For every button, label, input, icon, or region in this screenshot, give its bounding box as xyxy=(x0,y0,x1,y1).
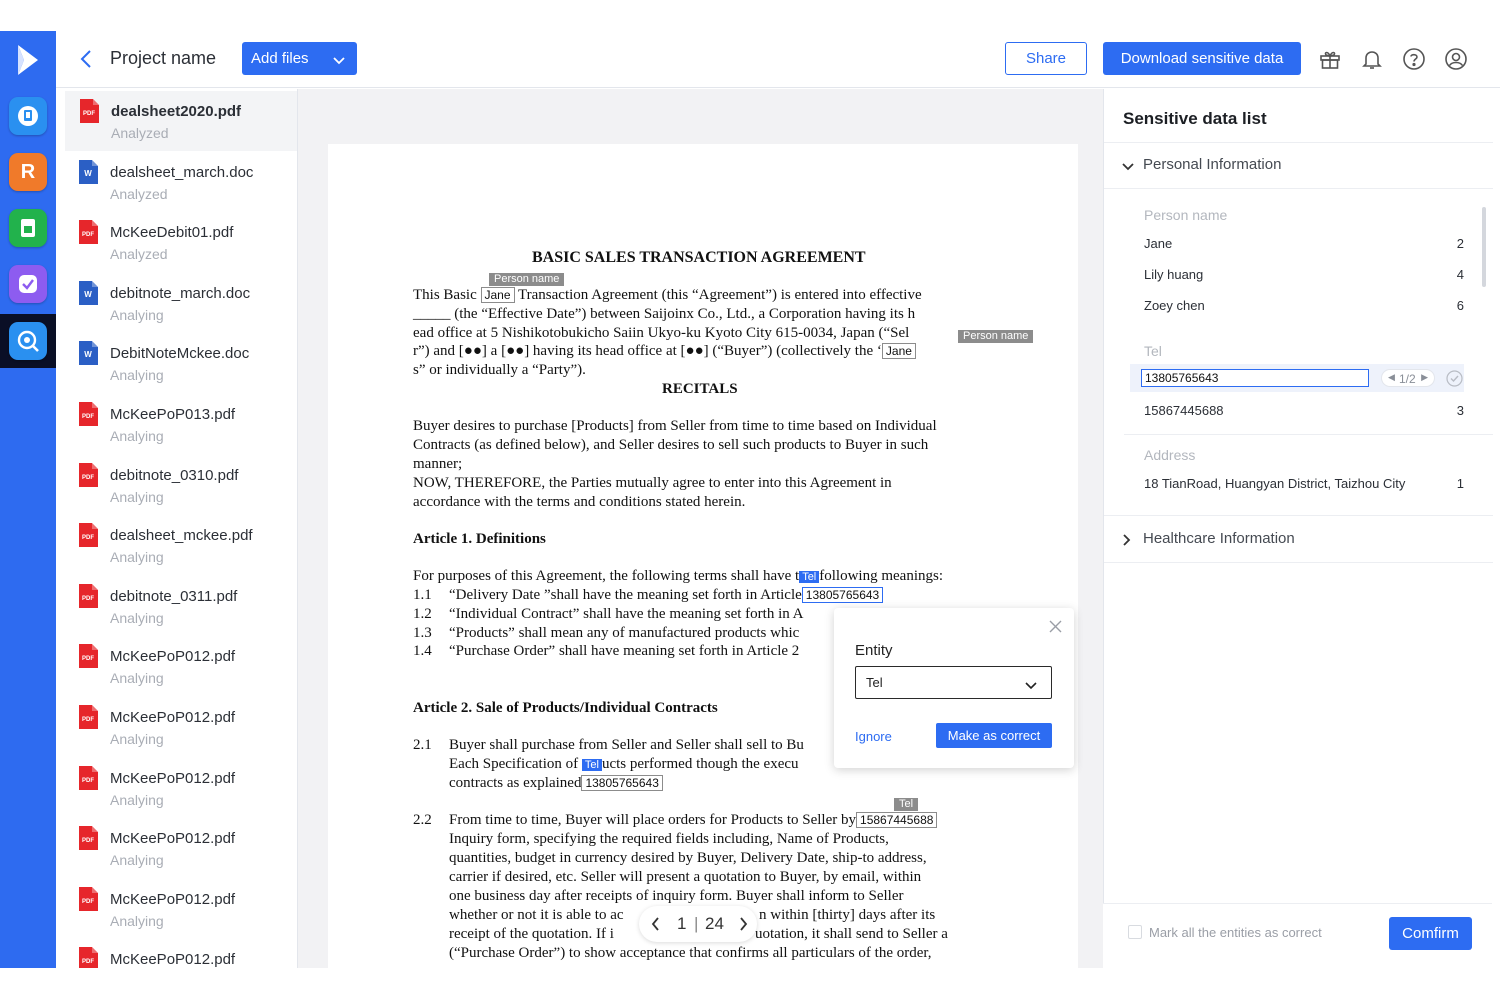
doc-heading: Article 1. Definitions xyxy=(413,531,546,547)
svg-text:PDF: PDF xyxy=(82,535,94,542)
entity-popup xyxy=(834,608,1074,768)
file-name: dealsheet_mckee.pdf xyxy=(110,527,253,545)
file-status: Analying xyxy=(110,488,164,505)
doc-text: This Basic xyxy=(413,287,477,303)
file-name: dealsheet_march.doc xyxy=(110,163,254,181)
file-list-item[interactable] xyxy=(64,515,290,575)
sensitive-data-panel xyxy=(1103,89,1492,968)
doc-text: contracts as explained xyxy=(449,775,582,791)
doc-line: quantities, budget in currency desired by Buyer, Delivery Date, ship-to address, xyxy=(449,850,927,866)
pdf-file-icon xyxy=(78,463,98,487)
file-status: Analyzed xyxy=(111,125,169,141)
doc-title: BASIC SALES TRANSACTION AGREEMENT xyxy=(532,249,866,266)
doc-line: receipt of the quotation. If i xyxy=(449,926,614,942)
gift-icon[interactable] xyxy=(1318,47,1342,71)
doc-line: manner; xyxy=(413,456,463,472)
entity-tag-tel[interactable]: 13805765643 xyxy=(802,587,883,603)
word-file-icon xyxy=(78,281,98,305)
entity-tag-tel[interactable]: 15867445688 xyxy=(856,812,937,828)
entity-popup-title: Entity xyxy=(855,642,893,659)
doc-text: Buyer shall purchase from Seller and Seller shall sell to Bu xyxy=(449,737,804,753)
doc-line xyxy=(449,775,663,792)
doc-line: one business day after receipts of inquiry form. Buyer shall inform to Seller xyxy=(449,888,904,904)
user-icon[interactable] xyxy=(1444,47,1468,71)
file-name: DebitNoteMckee.doc xyxy=(110,345,250,363)
file-list-item[interactable] xyxy=(64,394,290,454)
pdf-file-icon xyxy=(78,887,98,911)
pdf-file-icon xyxy=(79,99,99,123)
doc-line: NOW, THEREFORE, the Parties mutually agree to enter into this Agreement in xyxy=(413,475,892,491)
file-list-item[interactable] xyxy=(64,576,290,636)
chevron-right-icon[interactable]: ▶ xyxy=(1421,372,1428,382)
file-list xyxy=(56,89,298,968)
logo-chevron-icon[interactable] xyxy=(0,31,56,89)
r-app-icon[interactable] xyxy=(9,153,47,191)
doc-line: accordance with the terms and conditions stated herein. xyxy=(413,494,746,510)
entity-tag-person[interactable]: Jane xyxy=(481,287,515,303)
occurrence-position: 1/2 xyxy=(1399,372,1416,386)
entity-count: 2 xyxy=(1456,236,1464,251)
mark-all-checkbox[interactable] xyxy=(1128,925,1142,939)
entity-type-select[interactable] xyxy=(855,666,1052,699)
sheet-app-icon[interactable] xyxy=(9,209,47,247)
svg-text:PDF: PDF xyxy=(82,232,94,239)
file-list-item[interactable] xyxy=(64,879,290,939)
group-title-tel: Tel xyxy=(1144,343,1162,359)
pdf-file-icon xyxy=(78,523,98,547)
divider xyxy=(1104,188,1493,189)
doc-text: 2.1 xyxy=(413,737,432,753)
doc-line: n within [thirty] days after its xyxy=(759,907,936,923)
svg-text:W: W xyxy=(84,350,92,360)
file-name: McKeePoP012.pdf xyxy=(110,709,236,726)
close-icon[interactable] xyxy=(1049,620,1062,633)
check-circle-icon[interactable] xyxy=(1446,370,1463,387)
file-list-item[interactable] xyxy=(64,636,290,696)
pdf-file-icon xyxy=(78,402,98,426)
file-list-item[interactable] xyxy=(64,333,290,393)
file-name: McKeePoP012.pdf xyxy=(110,648,236,666)
project-title: Project name xyxy=(110,48,217,68)
file-list-item[interactable] xyxy=(64,152,290,212)
ignore-button[interactable]: Ignore xyxy=(855,729,892,744)
doc-line xyxy=(413,606,804,623)
page-navigator xyxy=(639,906,757,942)
divider xyxy=(1124,434,1493,435)
file-status: Analying xyxy=(110,428,164,444)
occurrence-stepper[interactable] xyxy=(1381,369,1435,387)
svg-text:W: W xyxy=(84,168,92,178)
entity-tag-person[interactable]: Jane xyxy=(882,343,916,359)
file-list-item[interactable] xyxy=(64,758,290,818)
doc-text: Each Specification of xyxy=(449,756,582,772)
doc-text: From time to time, Buyer will place orders for Products to Seller by xyxy=(449,812,857,828)
file-status: Analying xyxy=(110,731,164,747)
file-status: Analying xyxy=(110,791,164,808)
panel-footer xyxy=(1103,903,1492,968)
entity-count: 6 xyxy=(1456,298,1464,313)
doc-line xyxy=(413,812,937,829)
file-list-item[interactable] xyxy=(64,455,290,515)
share-button[interactable]: Share xyxy=(1005,42,1087,75)
doc-line: (“Purchase Order”) to show acceptance that confirms all particulars of the order, xyxy=(449,945,932,961)
entity-count: 3 xyxy=(1456,403,1464,418)
svg-text:PDF: PDF xyxy=(82,474,94,481)
doc-text: 1.2 xyxy=(413,606,432,622)
chevron-down-icon xyxy=(1025,678,1037,693)
doc-line: Inquiry form, specifying the required fields including, Name of Products, xyxy=(449,831,889,847)
group-title-address: Address xyxy=(1144,447,1196,463)
file-status: Analyzed xyxy=(110,246,168,263)
doc-line xyxy=(413,568,943,585)
pdf-file-icon xyxy=(78,220,98,244)
pdf-file-icon xyxy=(78,644,98,668)
entity-edit-input[interactable]: 13805765643 xyxy=(1141,369,1369,387)
doc-text: “Delivery Date ”shall have the meaning set forth in Article xyxy=(449,587,802,603)
entity-row[interactable] xyxy=(1144,476,1464,496)
file-name: debitnote_march.doc xyxy=(110,284,251,302)
confirm-button[interactable]: Comfirm xyxy=(1389,917,1472,950)
file-status: Analying xyxy=(110,367,164,384)
doc-text: ucts performed though the execu xyxy=(601,756,799,772)
word-file-icon xyxy=(78,160,98,184)
page-separator: | xyxy=(694,914,699,933)
doc-line xyxy=(413,643,799,660)
doc-line: s” or individually a “Party”). xyxy=(413,362,586,378)
group-title-person: Person name xyxy=(1144,207,1228,223)
entity-value: Jane xyxy=(1144,236,1173,251)
entity-type-value: Tel xyxy=(866,675,883,690)
r-app-letter: R xyxy=(20,160,36,183)
file-list-item[interactable] xyxy=(64,939,290,968)
doc-heading: RECITALS xyxy=(662,381,738,397)
category-healthcare-information[interactable] xyxy=(1104,516,1493,562)
entity-label-tel: Tel xyxy=(799,571,819,583)
doc-line: whether or not it is able to ac xyxy=(449,907,624,923)
file-name: debitnote_0310.pdf xyxy=(110,466,239,484)
doc-text: r”) and [●●] a [●●] having its head office at [●●] (“Buyer”) (collectively the ‘ xyxy=(413,343,882,359)
total-pages: 24 xyxy=(705,914,724,933)
chevron-down-icon xyxy=(333,53,345,70)
add-files-button[interactable] xyxy=(242,42,357,75)
pdf-file-icon xyxy=(78,766,98,790)
doc-line: _____ (the “Effective Date”) between Saijoinx Co., Ltd., a Corporation having its h xyxy=(413,306,916,322)
file-list-item[interactable] xyxy=(65,91,298,151)
files-app-icon[interactable] xyxy=(9,97,47,135)
entity-row[interactable] xyxy=(1144,267,1464,287)
entity-row[interactable] xyxy=(1144,236,1464,256)
svg-text:PDF: PDF xyxy=(82,959,94,966)
file-list-item[interactable] xyxy=(64,697,290,757)
svg-text:PDF: PDF xyxy=(83,111,95,117)
file-name: debitnote_0311.pdf xyxy=(110,587,238,605)
entity-value: Zoey chen xyxy=(1144,298,1205,313)
file-name: McKeePoP012.pdf xyxy=(110,830,236,848)
app-rail xyxy=(0,31,56,968)
svg-text:PDF: PDF xyxy=(82,898,94,905)
doc-text: 1.3 xyxy=(413,625,432,641)
entity-value: 15867445688 xyxy=(1144,403,1224,418)
doc-text: “Individual Contract” shall have the meaning set forth in A xyxy=(449,606,804,622)
file-status: Analying xyxy=(110,670,164,687)
chevron-left-icon[interactable] xyxy=(651,916,660,936)
doc-text: 1.1 xyxy=(413,587,432,603)
doc-line: carrier if desired, etc. Seller will present a quotation to Buyer, by email, within xyxy=(449,869,922,885)
add-files-label: Add files xyxy=(251,50,309,67)
file-status: Analying xyxy=(110,609,164,626)
doc-line: Buyer desires to purchase [Products] from Seller from time to time based on Individual xyxy=(413,418,937,434)
entity-label-person: Person name xyxy=(489,273,564,286)
doc-text: “Purchase Order” shall have meaning set forth in Article 2 xyxy=(449,643,800,659)
document-viewer[interactable] xyxy=(298,89,1103,968)
doc-text: For purposes of this Agreement, the following terms shall have t xyxy=(413,568,800,584)
file-status: Analying xyxy=(110,306,164,323)
panel-scrollbar[interactable] xyxy=(1482,207,1486,287)
entity-label-person: Person name xyxy=(958,330,1033,343)
chevron-left-icon[interactable]: ◀ xyxy=(1388,372,1395,382)
bell-icon[interactable] xyxy=(1360,47,1384,71)
file-name: McKeePoP012.pdf xyxy=(110,769,236,787)
file-list-item[interactable] xyxy=(64,212,290,272)
svg-text:PDF: PDF xyxy=(82,717,94,723)
pdf-file-icon xyxy=(78,584,98,608)
doc-text: 2.2 xyxy=(413,812,432,828)
entity-tag-tel[interactable]: 13805765643 xyxy=(581,775,662,791)
file-status: Analyzed xyxy=(110,185,168,202)
doc-text: Transaction Agreement (this “Agreement”) is entered into effective xyxy=(518,287,922,303)
doc-line: uotation, it shall send to Seller a xyxy=(755,926,948,942)
doc-line xyxy=(413,287,922,304)
mark-all-label: Mark all the entities as correct xyxy=(1149,925,1322,940)
make-as-correct-button[interactable]: Make as correct xyxy=(936,723,1052,748)
chevron-right-icon[interactable] xyxy=(739,916,748,936)
help-icon[interactable] xyxy=(1402,47,1426,71)
file-status: Analying xyxy=(110,912,164,929)
divider xyxy=(1104,562,1493,563)
entity-row[interactable] xyxy=(1144,298,1464,318)
pdf-file-icon xyxy=(78,947,98,968)
entity-count: 4 xyxy=(1456,267,1464,282)
document-page xyxy=(328,144,1078,968)
file-list-item[interactable] xyxy=(64,818,290,878)
entity-value: Lily huang xyxy=(1144,267,1204,282)
doc-line: ead office at 5 Nishikotobukicho Saiin Ukyo-ku Kyoto City 615-0034, Japan (“Sel xyxy=(413,325,910,341)
pdf-file-icon xyxy=(78,826,98,850)
doc-line xyxy=(413,343,916,360)
file-name: McKeeDebit01.pdf xyxy=(110,224,234,242)
svg-text:PDF: PDF xyxy=(82,656,94,663)
category-label: Personal Information xyxy=(1143,156,1282,173)
search-app-icon[interactable] xyxy=(9,322,47,360)
entity-label-tel: Tel xyxy=(582,759,602,771)
entity-row[interactable] xyxy=(1144,403,1464,423)
doc-line xyxy=(413,737,804,754)
svg-text:PDF: PDF xyxy=(82,777,94,784)
download-sensitive-data-button[interactable]: Download sensitive data xyxy=(1103,42,1301,75)
back-arrow-icon[interactable] xyxy=(78,49,94,69)
top-bar xyxy=(56,31,1500,88)
current-page[interactable]: 1 xyxy=(677,914,687,933)
entity-count: 1 xyxy=(1456,476,1464,491)
category-personal-information[interactable] xyxy=(1104,142,1493,188)
file-status: Analying xyxy=(110,852,164,869)
file-name: McKeePoP012.pdf xyxy=(110,951,236,968)
svg-text:PDF: PDF xyxy=(82,414,94,420)
file-status: Analying xyxy=(110,549,164,566)
file-name: dealsheet2020.pdf xyxy=(111,103,242,120)
word-file-icon xyxy=(78,341,98,365)
file-name: McKeePoP012.pdf xyxy=(110,890,236,908)
tasks-app-icon[interactable] xyxy=(9,265,47,303)
entity-value: 18 TianRoad, Huangyan District, Taizhou City xyxy=(1144,476,1406,491)
chevron-down-icon xyxy=(1122,159,1134,177)
chevron-right-icon xyxy=(1122,533,1132,551)
doc-text: “Products” shall mean any of manufactured products whic xyxy=(449,625,800,641)
file-list-item[interactable] xyxy=(64,273,290,333)
doc-heading: Article 2. Sale of Products/Individual Contracts xyxy=(413,700,718,716)
category-label: Healthcare Information xyxy=(1143,530,1295,547)
entity-label-tel: Tel xyxy=(894,798,918,811)
doc-line xyxy=(449,756,799,773)
file-name: McKeePoP013.pdf xyxy=(110,406,236,423)
svg-text:PDF: PDF xyxy=(82,595,94,602)
doc-line xyxy=(413,625,799,642)
doc-text: following meanings: xyxy=(819,568,943,584)
doc-text: 1.4 xyxy=(413,643,432,659)
pdf-file-icon xyxy=(78,705,98,729)
doc-line: Contracts (as defined below), and Seller desires to sell such products to Buyer in such xyxy=(413,437,929,453)
svg-text:W: W xyxy=(84,289,92,299)
panel-title: Sensitive data list xyxy=(1123,109,1267,128)
doc-line xyxy=(413,587,883,604)
svg-text:PDF: PDF xyxy=(82,838,94,845)
